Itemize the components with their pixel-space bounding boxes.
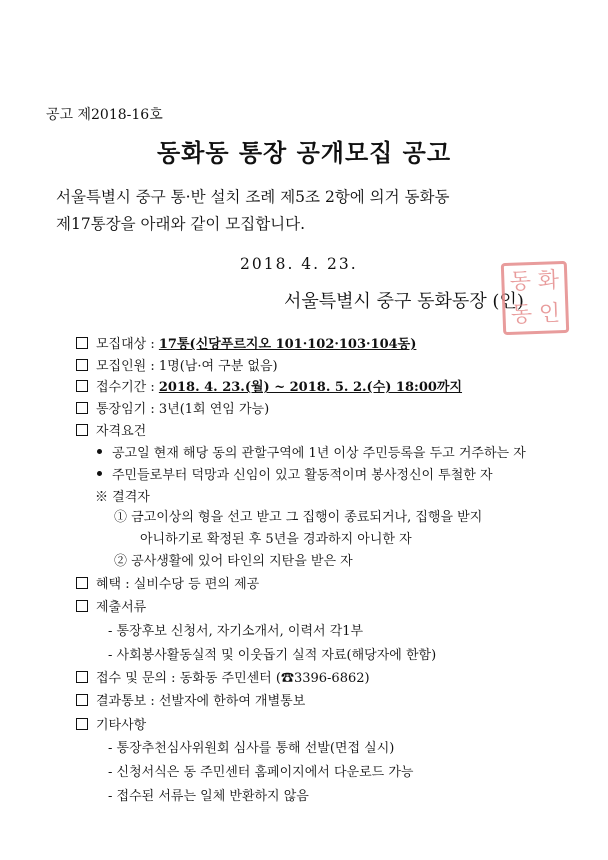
notice-number: 공고 제2018-16호 bbox=[46, 107, 163, 123]
seal-char-2: 화 bbox=[537, 267, 560, 294]
item-etc bbox=[76, 714, 146, 733]
period-label: 접수기간 : bbox=[96, 380, 159, 395]
etc-line-3: - 접수된 서류는 일체 반환하지 않음 bbox=[108, 789, 309, 804]
checkbox-icon bbox=[76, 600, 88, 612]
item-term bbox=[76, 398, 269, 417]
intro-paragraph bbox=[56, 184, 576, 238]
checkbox-icon bbox=[76, 359, 88, 371]
item-target bbox=[76, 333, 416, 352]
item-benefit bbox=[76, 573, 259, 592]
disqualification-2: ② 공사생활에 있어 타인의 지탄을 받은 자 bbox=[114, 554, 353, 569]
qualification-label: 자격요건 bbox=[96, 424, 147, 439]
disqualification-1-line-1: ① 금고이상의 형을 선고 받고 그 집행이 종료되거나, 집행을 받지 bbox=[114, 510, 483, 525]
etc-label: 기타사항 bbox=[96, 718, 147, 733]
item-period bbox=[76, 376, 462, 395]
page-title: 동화동 통장 공개모집 공고 bbox=[156, 138, 452, 167]
official-seal-stamp bbox=[501, 261, 569, 335]
qualification-bullet-2: 주민들로부터 덕망과 신임이 있고 활동적이며 봉사정신이 투철한 자 bbox=[97, 464, 493, 483]
term-label: 통장임기 : bbox=[96, 402, 159, 417]
seal-char-1: 동 bbox=[509, 268, 532, 295]
contact-text: 접수 및 문의 : 동화동 주민센터 (☎3396-6862) bbox=[96, 671, 370, 686]
disqualification-1-line-2: 아니하기로 확정된 후 5년을 경과하지 아니한 자 bbox=[140, 532, 412, 547]
intro-line-1: 서울특별시 중구 통·반 설치 조례 제5조 2항에 의거 동화동 bbox=[56, 188, 450, 206]
item-count bbox=[76, 355, 278, 374]
item-qualification bbox=[76, 420, 146, 439]
bullet-icon bbox=[97, 471, 102, 476]
checkbox-icon bbox=[76, 718, 88, 730]
item-contact bbox=[76, 667, 370, 686]
checkbox-icon bbox=[76, 402, 88, 414]
count-label: 모집인원 : bbox=[96, 359, 159, 374]
documents-label: 제출서류 bbox=[96, 600, 147, 615]
item-documents bbox=[76, 596, 146, 615]
count-value: 1명(남·여 구분 없음) bbox=[158, 359, 278, 374]
target-value: 17통(신당푸르지오 101·102·103·104동) bbox=[158, 337, 417, 352]
checkbox-icon bbox=[76, 424, 88, 436]
checkbox-icon bbox=[76, 337, 88, 349]
checkbox-icon bbox=[76, 380, 88, 392]
disqualification-label: ※ 결격자 bbox=[95, 490, 150, 505]
target-label: 모집대상 : bbox=[96, 337, 159, 352]
checkbox-icon bbox=[76, 671, 88, 683]
period-value: 2018. 4. 23.(월) ~ 2018. 5. 2.(수) 18:00까지 bbox=[158, 380, 463, 395]
intro-line-2: 제17통장을 아래와 같이 모집합니다. bbox=[56, 215, 306, 233]
etc-line-2: - 신청서식은 동 주민센터 홈페이지에서 다운로드 가능 bbox=[108, 765, 414, 780]
bullet-icon bbox=[97, 449, 102, 454]
documents-line-1: - 통장후보 신청서, 자기소개서, 이력서 각1부 bbox=[108, 624, 364, 639]
result-text: 결과통보 : 선발자에 한하여 개별통보 bbox=[96, 694, 306, 709]
issuer-signature: 서울특별시 중구 동화동장 (인) bbox=[284, 291, 524, 312]
term-value: 3년(1회 연임 가능) bbox=[158, 402, 270, 417]
notice-date: 2018. 4. 23. bbox=[240, 255, 358, 273]
documents-line-2: - 사회봉사활동실적 및 이웃돕기 실적 자료(해당자에 한함) bbox=[108, 648, 437, 663]
checkbox-icon bbox=[76, 577, 88, 589]
qualification-bullet-1: 공고일 현재 해당 동의 관할구역에 1년 이상 주민등록을 두고 거주하는 자 bbox=[97, 442, 526, 461]
checkbox-icon bbox=[76, 694, 88, 706]
seal-char-3: 동 bbox=[510, 301, 533, 328]
etc-line-1: - 통장추천심사위원회 심사를 통해 선발(면접 실시) bbox=[108, 741, 395, 756]
item-result bbox=[76, 690, 305, 709]
seal-char-4: 인 bbox=[538, 300, 561, 327]
benefit-text: 혜택 : 실비수당 등 편의 제공 bbox=[96, 577, 260, 592]
